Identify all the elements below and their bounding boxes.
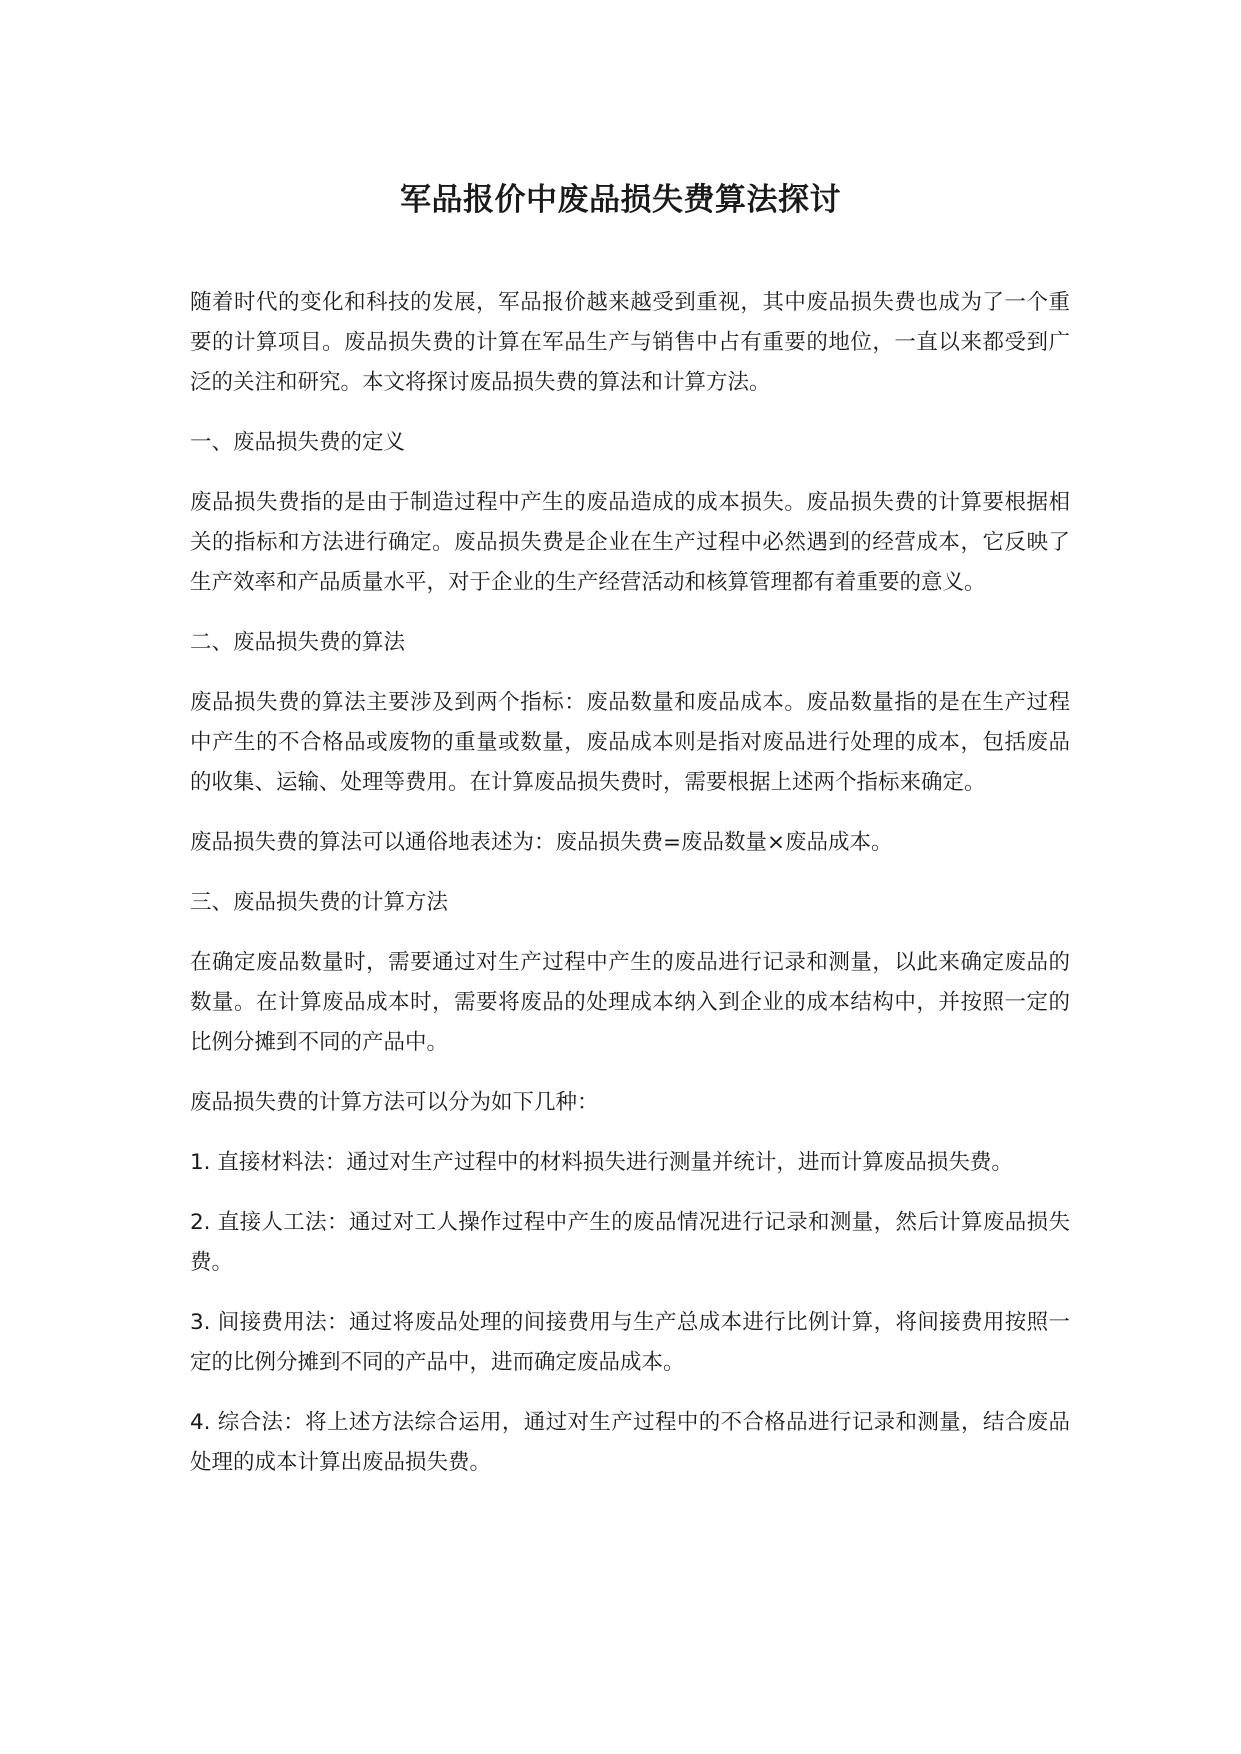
method-item-2: 2. 直接人工法：通过对工人操作过程中产生的废品情况进行记录和测量，然后计算废品损失费。 (190, 1210, 1070, 1275)
intro-paragraph: 随着时代的变化和科技的发展，军品报价越来越受到重视，其中废品损失费也成为了一个重要的计算项目。废品损失费的计算在军品生产与销售中占有重要的地位，一直以来都受到广泛的关注和研究。本文将探讨废品损失费的算法和计算方法。 (190, 290, 1070, 395)
formula-paragraph: 废品损失费的算法可以通俗地表述为：废品损失费=废品数量×废品成本。 (190, 830, 893, 855)
document-body (190, 283, 1070, 1483)
method-item-3: 3. 间接费用法：通过将废品处理的间接费用与生产总成本进行比例计算，将间接费用按照一定的比例分摊到不同的产品中，进而确定废品成本。 (190, 1310, 1070, 1375)
section-heading-definition: 一、废品损失费的定义 (190, 430, 406, 455)
method-item-4: 4. 综合法：将上述方法综合运用，通过对生产过程中的不合格品进行记录和测量，结合废品处理的成本计算出废品损失费。 (190, 1410, 1070, 1475)
methods-paragraph: 在确定废品数量时，需要通过对生产过程中产生的废品进行记录和测量，以此来确定废品的数量。在计算废品成本时，需要将废品的处理成本纳入到企业的成本结构中，并按照一定的比例分摊到不同的产品中。 (190, 950, 1070, 1055)
section-heading-algorithm: 二、废品损失费的算法 (190, 630, 406, 655)
definition-paragraph: 废品损失费指的是由于制造过程中产生的废品造成的成本损失。废品损失费的计算要根据相关的指标和方法进行确定。废品损失费是企业在生产过程中必然遇到的经营成本，它反映了生产效率和产品质量水平，对于企业的生产经营活动和核算管理都有着重要的意义。 (190, 490, 1070, 595)
methods-intro-paragraph: 废品损失费的计算方法可以分为如下几种： (190, 1090, 599, 1115)
method-item-1: 1. 直接材料法：通过对生产过程中的材料损失进行测量并统计，进而计算废品损失费。 (190, 1150, 1013, 1175)
algorithm-paragraph: 废品损失费的算法主要涉及到两个指标：废品数量和废品成本。废品数量指的是在生产过程中产生的不合格品或废物的重量或数量，废品成本则是指对废品进行处理的成本，包括废品的收集、运输、处理等费用。在计算废品损失费时，需要根据上述两个指标来确定。 (190, 690, 1070, 795)
section-heading-methods: 三、废品损失费的计算方法 (190, 890, 449, 915)
document-title: 军品报价中废品损失费算法探讨 (400, 182, 841, 218)
